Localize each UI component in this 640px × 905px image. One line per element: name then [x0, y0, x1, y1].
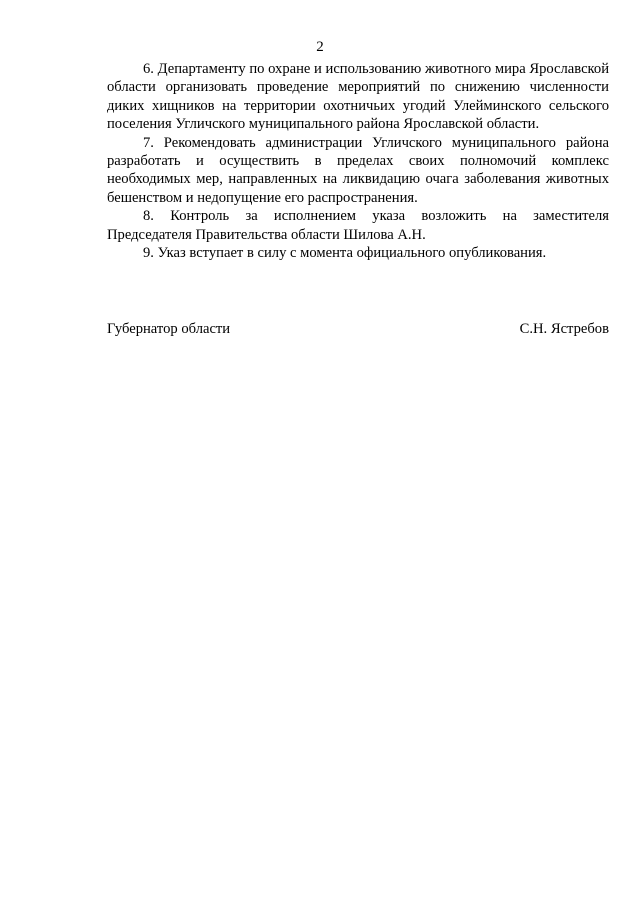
paragraph-7: 7. Рекомендовать администрации Угличского муниципального района разработать и осуществить в пределах своих полномочий комплекс необходимых мер, направленных на ликвидацию очага заболевания животных бешенством и недопущение его распространения.	[107, 134, 609, 206]
paragraph-9: 9. Указ вступает в силу с момента официального опубликования.	[143, 245, 547, 262]
signatory-name: С.Н. Ястребов	[519, 321, 609, 337]
signature-block	[107, 320, 609, 338]
paragraph-6: 6. Департаменту по охране и использованию животного мира Ярославской области организовать проведение мероприятий по снижению численности диких хищников на территории охотничьих угодий Улейминского сельского поселения Угличского муниципального района Ярославской области.	[107, 61, 609, 133]
document-body	[107, 60, 609, 262]
page-number: 2	[316, 39, 324, 55]
signatory-position: Губернатор области	[107, 321, 231, 337]
paragraph-8: 8. Контроль за исполнением указа возложить на заместителя Председателя Правительства области Шилова А.Н.	[107, 208, 609, 243]
